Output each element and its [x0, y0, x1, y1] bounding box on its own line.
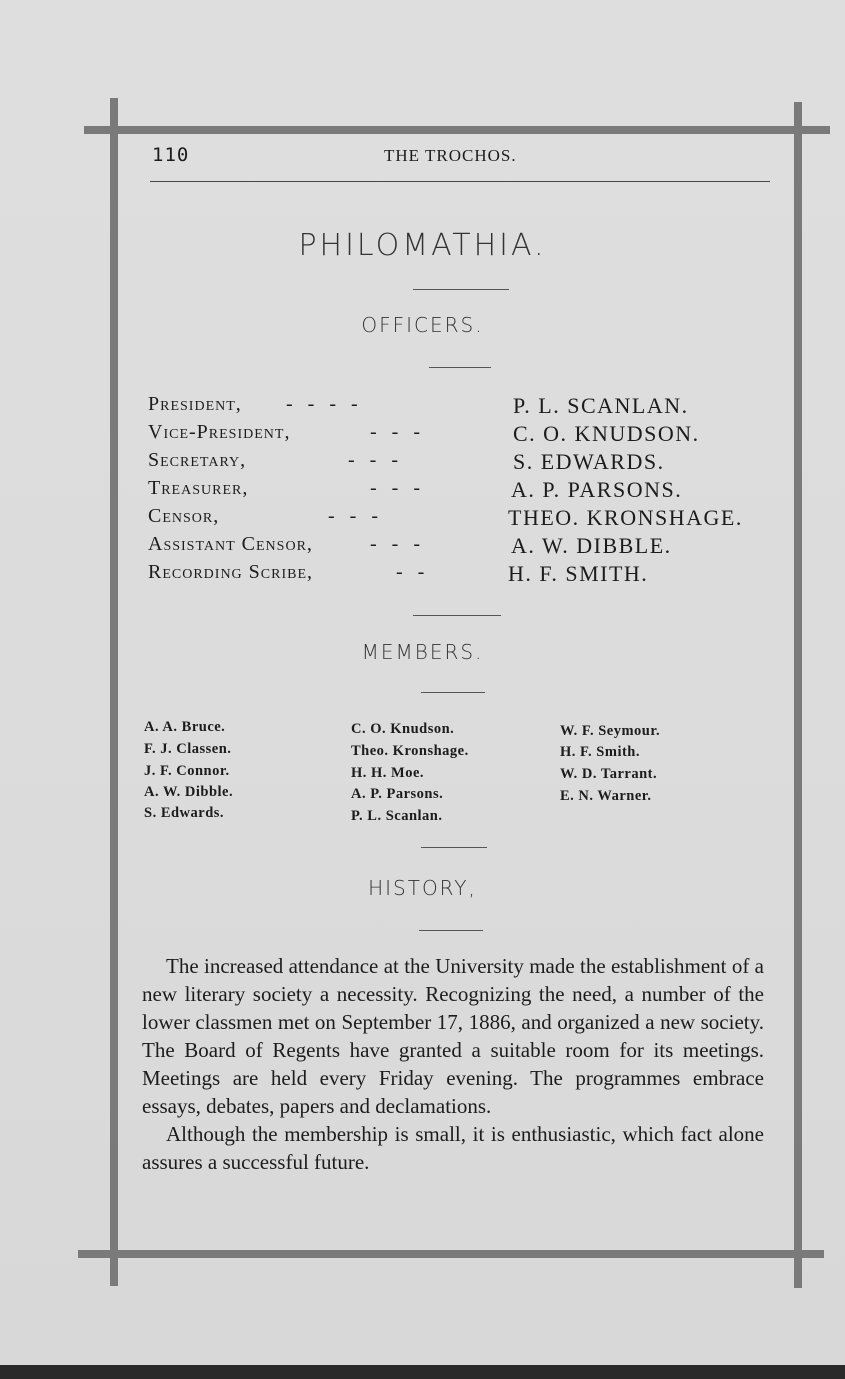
history-paragraph: The increased attendance at the University made the establishment of a new literary society a necessity. Recognizing the need, a number of the lower classmen met on September 17, 1886, and organized a new society. The Board of Regents have granted a suitable room for its meetings. Meetings are held every Friday evening. The programmes embrace essays, debates, papers and declamations.	[142, 954, 764, 1118]
member-name: E. N. Warner.	[560, 788, 652, 804]
officer-row	[148, 393, 788, 421]
officer-title: Censor,	[148, 505, 220, 527]
running-title: THE TROCHOS.	[384, 146, 517, 165]
member-name: W. F. Seymour.	[560, 723, 661, 739]
dash-leader: - - -	[370, 421, 420, 443]
officer-row	[148, 505, 788, 533]
frame-rule-top	[84, 126, 830, 134]
page-edge-shadow	[0, 1365, 845, 1379]
member-name: F. J. Classen.	[144, 741, 232, 757]
header-divider	[150, 181, 770, 182]
officer-title: Vice-President,	[148, 421, 291, 443]
frame-rule-left	[110, 98, 118, 1286]
officer-title: Recording Scribe,	[148, 561, 314, 583]
society-title: PHILOMATHIA.	[298, 228, 547, 263]
dash-leader: - - -	[328, 505, 378, 527]
section-divider	[419, 930, 483, 931]
officer-name: A. W. DIBBLE.	[511, 533, 672, 558]
dash-leader: - - -	[370, 533, 420, 555]
frame-rule-bottom	[78, 1250, 824, 1258]
section-divider	[421, 692, 485, 693]
section-divider	[429, 367, 491, 368]
officer-row	[148, 421, 788, 449]
member-name: S. Edwards.	[144, 805, 225, 821]
officer-name: C. O. KNUDSON.	[513, 421, 700, 446]
member-name: H. F. Smith.	[560, 744, 640, 760]
member-name: A. A. Bruce.	[144, 719, 226, 735]
history-body	[142, 952, 764, 1176]
officer-name: H. F. SMITH.	[508, 561, 649, 586]
officer-title: President,	[148, 393, 242, 415]
member-name: J. F. Connor.	[144, 763, 230, 779]
officer-title: Secretary,	[148, 449, 247, 471]
members-heading: MEMBERS.	[361, 640, 484, 664]
dash-leader: - -	[396, 561, 425, 583]
history-heading: HISTORY,	[368, 876, 477, 900]
history-paragraph: Although the membership is small, it is enthusiastic, which fact alone assures a successful future.	[142, 1122, 764, 1174]
officer-name: S. EDWARDS.	[513, 449, 665, 474]
officer-row	[148, 561, 788, 589]
section-divider	[421, 847, 487, 848]
member-name: C. O. Knudson.	[351, 721, 455, 737]
officer-name: THEO. KRONSHAGE.	[508, 505, 743, 530]
page-number: 110	[152, 144, 190, 166]
officers-heading: OFFICERS.	[361, 313, 484, 337]
dash-leader: - - - -	[286, 393, 358, 415]
member-name: A. P. Parsons.	[351, 786, 444, 802]
member-name: W. D. Tarrant.	[560, 766, 658, 782]
section-divider	[413, 289, 509, 290]
officer-name: P. L. SCANLAN.	[513, 393, 689, 418]
member-name: A. W. Dibble.	[144, 784, 234, 800]
officer-row	[148, 449, 788, 477]
officer-title: Assistant Censor,	[148, 533, 313, 555]
dash-leader: - - -	[370, 477, 420, 499]
officer-name: A. P. PARSONS.	[511, 477, 683, 502]
member-name: P. L. Scanlan.	[351, 808, 443, 824]
officer-title: Treasurer,	[148, 477, 249, 499]
member-name: Theo. Kronshage.	[351, 743, 469, 759]
section-divider	[413, 615, 501, 616]
frame-rule-right	[794, 102, 802, 1288]
officer-row	[148, 477, 788, 505]
officer-row	[148, 533, 788, 561]
member-name: H. H. Moe.	[351, 765, 425, 781]
dash-leader: - - -	[348, 449, 398, 471]
